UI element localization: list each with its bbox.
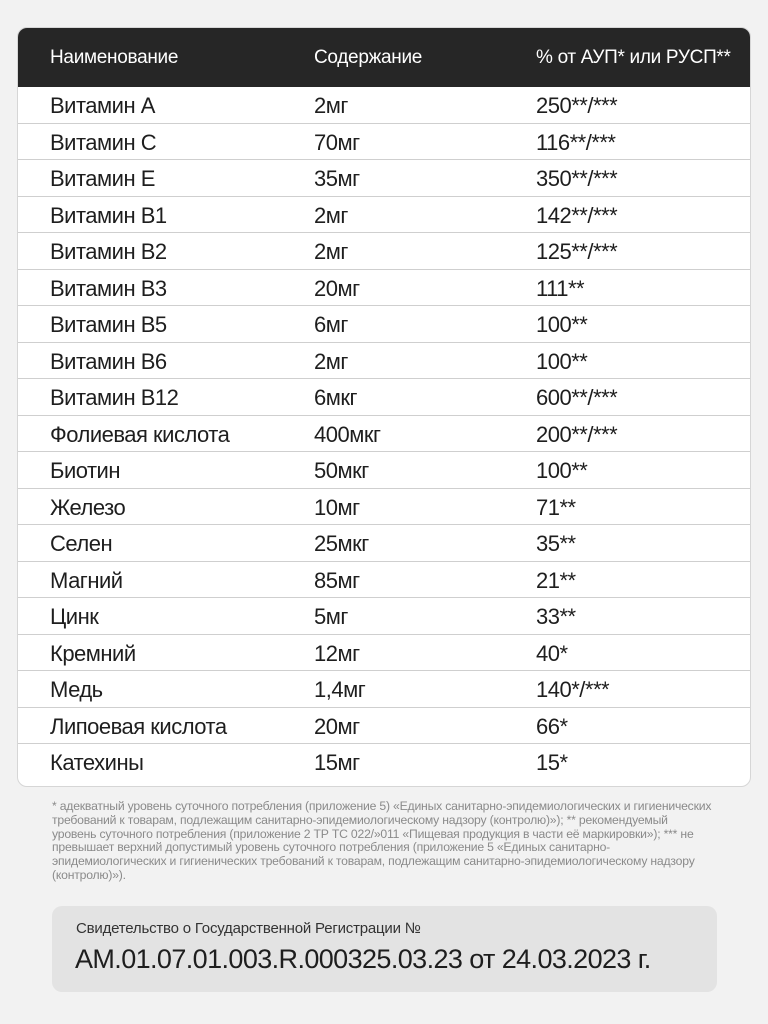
cell-name: Витамин В6 bbox=[50, 348, 167, 374]
certificate-number: АМ.01.07.01.003.R.000325.03.23 от 24.03.2023 г. bbox=[75, 944, 651, 974]
cell-percent: 140*/*** bbox=[536, 677, 610, 702]
cell-content: 85мг bbox=[314, 567, 360, 593]
cell-percent: 35** bbox=[536, 531, 576, 556]
cell-content: 2мг bbox=[314, 239, 348, 264]
table-row bbox=[18, 87, 750, 124]
cell-content: 2мг bbox=[314, 93, 348, 118]
cell-name: Катехины bbox=[50, 750, 144, 775]
cell-content: 6мкг bbox=[314, 385, 358, 410]
table-body bbox=[18, 87, 750, 781]
cell-percent: 142**/*** bbox=[536, 202, 618, 228]
table-row bbox=[18, 379, 750, 416]
header-content: Содержание bbox=[314, 47, 423, 68]
cell-name: Липоевая кислота bbox=[50, 713, 227, 739]
cell-percent: 350**/*** bbox=[536, 166, 618, 191]
cell-percent: 66* bbox=[536, 713, 568, 739]
cell-name: Витамин В1 bbox=[50, 202, 167, 228]
cell-content: 12мг bbox=[314, 640, 360, 666]
table-row bbox=[18, 635, 750, 672]
table-row bbox=[18, 306, 750, 343]
cell-name: Витамин В3 bbox=[50, 275, 167, 301]
cell-name: Витамин А bbox=[50, 93, 155, 118]
table-row bbox=[18, 416, 750, 453]
certificate-box bbox=[52, 906, 717, 992]
cell-percent: 40* bbox=[536, 640, 568, 666]
cell-name: Медь bbox=[50, 677, 103, 702]
cell-percent: 600**/*** bbox=[536, 385, 618, 410]
cell-name: Биотин bbox=[50, 458, 120, 483]
table-row bbox=[18, 233, 750, 270]
cell-percent: 100** bbox=[536, 458, 588, 483]
cell-percent: 100** bbox=[536, 312, 588, 337]
cell-name: Железо bbox=[50, 494, 126, 520]
cell-content: 10мг bbox=[314, 494, 360, 520]
cell-content: 5мг bbox=[314, 604, 348, 629]
cell-percent: 125**/*** bbox=[536, 239, 618, 264]
table-row bbox=[18, 671, 750, 708]
cell-content: 15мг bbox=[314, 750, 360, 775]
table-row bbox=[18, 124, 750, 161]
cell-percent: 33** bbox=[536, 604, 576, 629]
table-row bbox=[18, 160, 750, 197]
table-row bbox=[18, 744, 750, 781]
cell-name: Витамин Е bbox=[50, 166, 155, 191]
table-header bbox=[18, 28, 750, 87]
cell-content: 20мг bbox=[314, 713, 360, 739]
header-name: Наименование bbox=[50, 47, 179, 68]
nutrient-table bbox=[17, 27, 751, 787]
cell-content: 400мкг bbox=[314, 421, 381, 447]
cell-name: Селен bbox=[50, 531, 113, 556]
cell-content: 2мг bbox=[314, 348, 348, 374]
table-row bbox=[18, 562, 750, 599]
table-row bbox=[18, 598, 750, 635]
cell-content: 6мг bbox=[314, 312, 348, 337]
table-row bbox=[18, 525, 750, 562]
table-row bbox=[18, 270, 750, 307]
table-row bbox=[18, 708, 750, 745]
cell-percent: 116**/*** bbox=[536, 129, 616, 155]
cell-name: Витамин В2 bbox=[50, 239, 167, 264]
cell-name: Витамин В5 bbox=[50, 312, 167, 337]
header-percent: % от АУП* или РУСП** bbox=[536, 47, 731, 68]
cell-percent: 111** bbox=[536, 275, 585, 301]
cell-content: 50мкг bbox=[314, 458, 369, 483]
table-row bbox=[18, 343, 750, 380]
cell-content: 1,4мг bbox=[314, 677, 366, 702]
table-row bbox=[18, 197, 750, 234]
cell-content: 70мг bbox=[314, 129, 360, 155]
cell-name: Кремний bbox=[50, 640, 136, 666]
cell-percent: 100** bbox=[536, 348, 588, 374]
table-row bbox=[18, 489, 750, 526]
footnote: * адекватный уровень суточного потребления (приложение 5) «Единых санитарно-эпидемиологических и гигиенических требований к товарам, подлежащим санитарно-эпидемиологическому надзору (контролю)»); ** рекомендуемый уровень суточного потребления (приложение 2 ТР ТС 022/»011 «Пищевая продукция в части её маркировки»); *** не превышает верхний допустимый уровень суточного потребления (приложение 5 «Единых санитарно-эпидемиологических и гигиенических требований к товарам, подлежащим санитарно-эпидемиологическому надзору (контролю)»). bbox=[52, 799, 712, 882]
certificate-label: Свидетельство о Государственной Регистрации № bbox=[76, 920, 421, 937]
cell-content: 2мг bbox=[314, 202, 348, 228]
cell-percent: 15* bbox=[536, 750, 568, 775]
table-row bbox=[18, 452, 750, 489]
cell-percent: 250**/*** bbox=[536, 93, 618, 118]
cell-name: Магний bbox=[50, 567, 123, 593]
cell-name: Фолиевая кислота bbox=[50, 421, 230, 447]
cell-content: 25мкг bbox=[314, 531, 369, 556]
cell-content: 20мг bbox=[314, 275, 360, 301]
cell-name: Цинк bbox=[50, 604, 99, 629]
cell-name: Витамин С bbox=[50, 129, 157, 155]
cell-name: Витамин В12 bbox=[50, 385, 179, 410]
cell-percent: 71** bbox=[536, 494, 576, 520]
cell-percent: 200**/*** bbox=[536, 421, 618, 447]
cell-content: 35мг bbox=[314, 166, 360, 191]
cell-percent: 21** bbox=[536, 567, 576, 593]
